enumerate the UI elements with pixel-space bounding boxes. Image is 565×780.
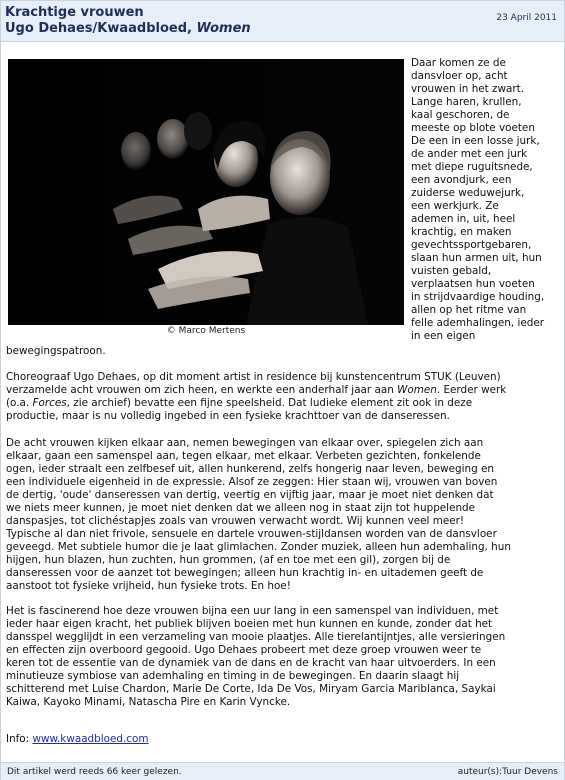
text-line: danspasjes, tot clichéstapjes zoals van vrouwen verwacht wordt. Wij kunnen veel meer! [6,515,465,527]
text-line: een individuele eigenheid in de expressie. Alsof ze zeggen: Hier staan wij, vrouwen van boven [6,476,498,488]
text-line: keren tot de essentie van de dynamiek van de dans en de kracht van haar uitvoerders. In een [6,657,496,669]
text-line: vuisten gebald, [411,265,492,277]
text-line: dansspel wegglijdt in een verzameling van mooie plaatjes. Alle tierelantijntjes, alle versieringen [6,631,506,643]
article-header [1,1,564,42]
text-line: zuiderse weduwejurk, [411,187,525,199]
text-line: met diepe ruguitsnede, [411,161,533,173]
text-line: (o.a. Forces, zie archief) bevatte een fijne speelsheid. Dat ludieke element zit ook in deze [6,397,473,409]
text-line: in een eigen [411,330,476,342]
view-count: Dit artikel werd reeds 66 keer gelezen. [7,767,182,777]
author-credit: auteur(s):Tuur Devens [457,767,558,777]
paragraph-2 [6,371,506,423]
info-label: Info: [6,733,33,745]
text-line: schitterend met Luise Chardon, Marie De Corte, Ida De Vos, Miryam Garcia Mariblanca, Saykai [6,683,496,695]
text-line: Choreograaf Ugo Dehaes, op dit moment artist in residence bij kunstencentrum STUK (Leuven) [6,371,501,383]
text-line: productie, maar is nu volledig ingebed in een fysieke krachttoer van de danseressen. [6,410,450,422]
text-line: een werkjurk. Ze [411,200,499,212]
text-line: verplaatsen hun voeten [411,278,535,290]
text-line: minutieuze symbiose van ademhaling en timing in de bewegingen. En daarin slaagt hij [6,670,460,682]
text-line: een avondjurk, een [411,174,512,186]
paragraph-4 [6,605,505,709]
text-line: ademen in, uit, heel [411,213,516,225]
text-line: allen op het ritme van [411,304,527,316]
text-line: de ander met een jurk [411,148,528,160]
dance-photo [8,59,404,325]
text-line: verzamelde acht vrouwen om zich heen, en werkte een anderhalf jaar aan Women. Eerder werk [6,384,507,396]
text-line: de dertig, 'oude' danseressen van dertig, veertig en vijftig jaar, maar je moet niet denken dat [6,489,494,501]
text-line: ogen, ieder straalt een zelfbesef uit, allen hunkerend, zelfs hongerig naar leven, beweging en [6,463,494,475]
intro-text [411,57,561,343]
text-line: Lange haren, krullen, [411,96,522,108]
text-line: elkaar, gaan een samenspel aan, tegen elkaar, met elkaar. Verbeten gezichten, fonkelende [6,450,481,462]
text-line: Kaiwa, Kayoko Minami, Natascha Pire en Karin Vyncke. [6,696,291,708]
text-line: Typische al dan niet frivole, sensuele en dartele vrouwen-stijldansen worden van de dansvloer [6,528,497,540]
info-line [6,733,148,745]
text-line: danseressen voor de aanzet tot bewegingen; alleen hun krachtig in- en uitademen geeft de [6,567,484,579]
text-line: Daar komen ze de [411,57,506,69]
text-line: en effecten zijn overboord gegooid. Ugo Dehaes probeert met deze groep vrouwen weer te [6,644,482,656]
text-line: De een in een losse jurk, [411,135,540,147]
intro-tail: bewegingspatroon. [6,345,106,357]
text-line: vrouwen in het zwart. [411,83,525,95]
italic-title: Women [397,384,437,396]
article-footer [1,762,564,780]
text-line: De acht vrouwen kijken elkaar aan, nemen bewegingen van elkaar over, spiegelen zich aan [6,437,484,449]
info-link[interactable]: www.kwaadbloed.com [32,733,149,745]
text-line: ieder haar eigen kracht, het publiek blijven boeien met hun kunnen en kunde, zonder dat het [6,618,493,630]
article-date: 23 April 2011 [496,13,557,23]
text-line: Het is fascinerend hoe deze vrouwen bijna een uur lang in een samenspel van individuen, met [6,605,499,617]
text-line: geveegd. Met subtiele humor die je laat glimlachen. Zonder muziek, alleen hun ademhaling, hun [6,541,511,553]
text-line: hijgen, hun blazen, hun zuchten, hun grommen, (af en toe met een gil), zorgen bij de [6,554,451,566]
subtitle-text: Ugo Dehaes/Kwaadbloed, [5,21,197,36]
text-line: meeste op blote voeten [411,122,535,134]
italic-title: Forces [32,397,67,409]
article-subtitle [5,21,251,36]
photo-credit: © Marco Mertens [166,326,246,336]
text-line: felle ademhalingen, ieder [411,317,545,329]
text-line: slaan hun armen uit, hun [411,252,542,264]
text-line: in strijdvaardige houding, [411,291,545,303]
text-line: we niets meer kunnen, je moet niet denken dat we alleen nog in staat zijn tot huppelende [6,502,476,514]
paragraph-3 [6,437,511,593]
text-line: krachtig, en maken [411,226,512,238]
text-line: kaal geschoren, de [411,109,510,121]
text-line: gevechtssportgebaren, [411,239,532,251]
text-line: aanstoot tot fysieke vrijheid, hun fysieke trots. En hoe! [6,580,291,592]
text-line: dansvloer op, acht [411,70,508,82]
subtitle-italic: Women [196,21,251,36]
article-title: Krachtige vrouwen [5,5,144,20]
